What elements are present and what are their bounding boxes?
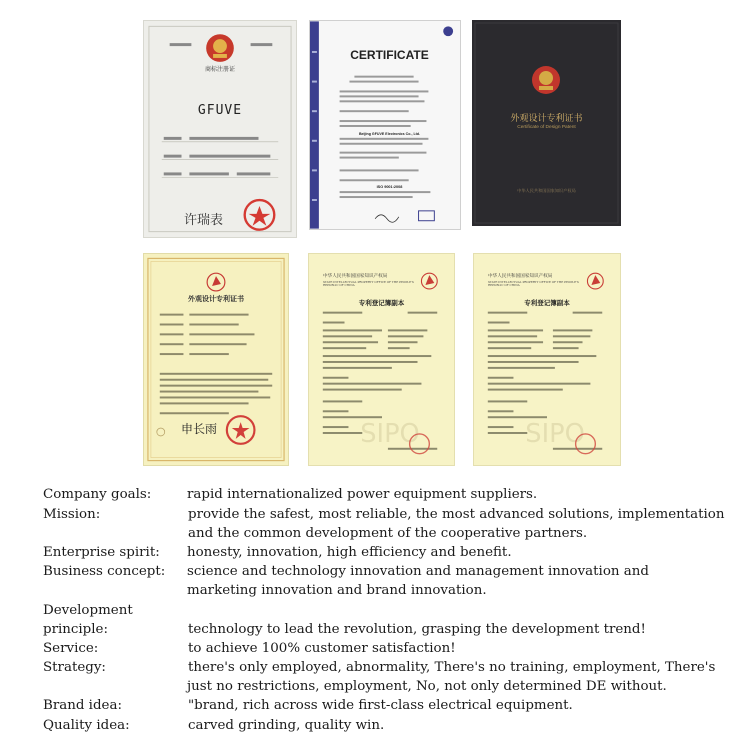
design-patent-cover [472, 20, 621, 226]
goals-value: rapid internationalized power equipment suppliers. [187, 487, 538, 502]
quality-label: Quality idea: [43, 718, 130, 733]
brand-label: Brand idea: [43, 698, 122, 713]
development-value: technology to lead the revolution, grasping the development trend! [188, 622, 646, 637]
register-issuer-cn: 中华人民共和国国家知识产权局 [488, 274, 553, 279]
quality-value: carved grinding, quality win. [188, 718, 385, 733]
spirit-value: honesty, innovation, high efficiency and benefit. [187, 545, 512, 560]
strategy-label: Strategy: [43, 660, 106, 675]
trademark-mark: GFUVE [197, 103, 243, 118]
cover-issuer: 中华人民共和国国家知识产权局 [517, 188, 576, 193]
iso-signature-mark [375, 215, 399, 222]
design-patent-certificate [143, 253, 289, 466]
cover-subtitle: Certificate of Design Patent [517, 125, 576, 130]
iso-company: Beijing GFUVE Electronics Co., Ltd. [358, 132, 421, 136]
strategy-line-2: just no restrictions, employment, No, not only determined DE without. [187, 679, 667, 694]
strategy-line-1: there's only employed, abnormality, There's no training, employment, There's [188, 660, 716, 675]
patent-register-copy-2 [473, 253, 621, 466]
mission-label: Mission: [43, 507, 101, 522]
brand-value: "brand, rich across wide first-class electrical equipment. [188, 698, 573, 713]
trademark-certificate [143, 20, 297, 238]
register-issuer-en: STATE INTELLECTUAL PROPERTY OFFICE OF THE PEOPLE'S REPUBLIC OF CHINA [488, 280, 579, 288]
register-issuer-en: STATE INTELLECTUAL PROPERTY OFFICE OF THE PEOPLE'S REPUBLIC OF CHINA [323, 280, 414, 288]
register-title: 专利登记簿副本 [524, 300, 570, 307]
register-title: 专利登记簿副本 [358, 300, 405, 307]
business-line-2: marketing innovation and brand innovation. [187, 583, 487, 598]
design-patent-signature: 申长雨 [181, 422, 218, 436]
service-value: to achieve 100% customer satisfaction! [188, 641, 456, 656]
cert-logo-icon [443, 26, 453, 36]
iso-standard: ISO 9001:2008 [376, 185, 403, 189]
mission-line-1: provide the safest, most reliable, the most advanced solutions, implementation [188, 507, 725, 522]
business-line-1: science and technology innovation and management innovation and [187, 564, 649, 579]
goals-label: Company goals: [43, 487, 152, 502]
iso-certificate [309, 20, 461, 230]
service-label: Service: [43, 641, 99, 656]
trademark-title: 商标注册证 [204, 67, 235, 73]
development-label-2: principle: [43, 622, 108, 637]
patent-register-copy-1 [308, 253, 455, 466]
trademark-certificate-art [144, 21, 296, 237]
development-label-1: Development [43, 603, 133, 618]
iso-title: CERTIFICATE [350, 48, 429, 62]
mission-line-2: and the common development of the cooperative partners. [188, 526, 588, 541]
business-label: Business concept: [43, 564, 166, 579]
register-issuer-cn: 中华人民共和国国家知识产权局 [323, 274, 388, 279]
cover-title: 外观设计专利证书 [510, 114, 583, 124]
svg-text:SIPO: SIPO [360, 418, 420, 449]
design-patent-title: 外观设计专利证书 [188, 296, 244, 303]
trademark-signature: 许瑞表 [184, 213, 224, 228]
svg-text:SIPO: SIPO [525, 418, 585, 449]
spirit-label: Enterprise spirit: [43, 545, 160, 560]
